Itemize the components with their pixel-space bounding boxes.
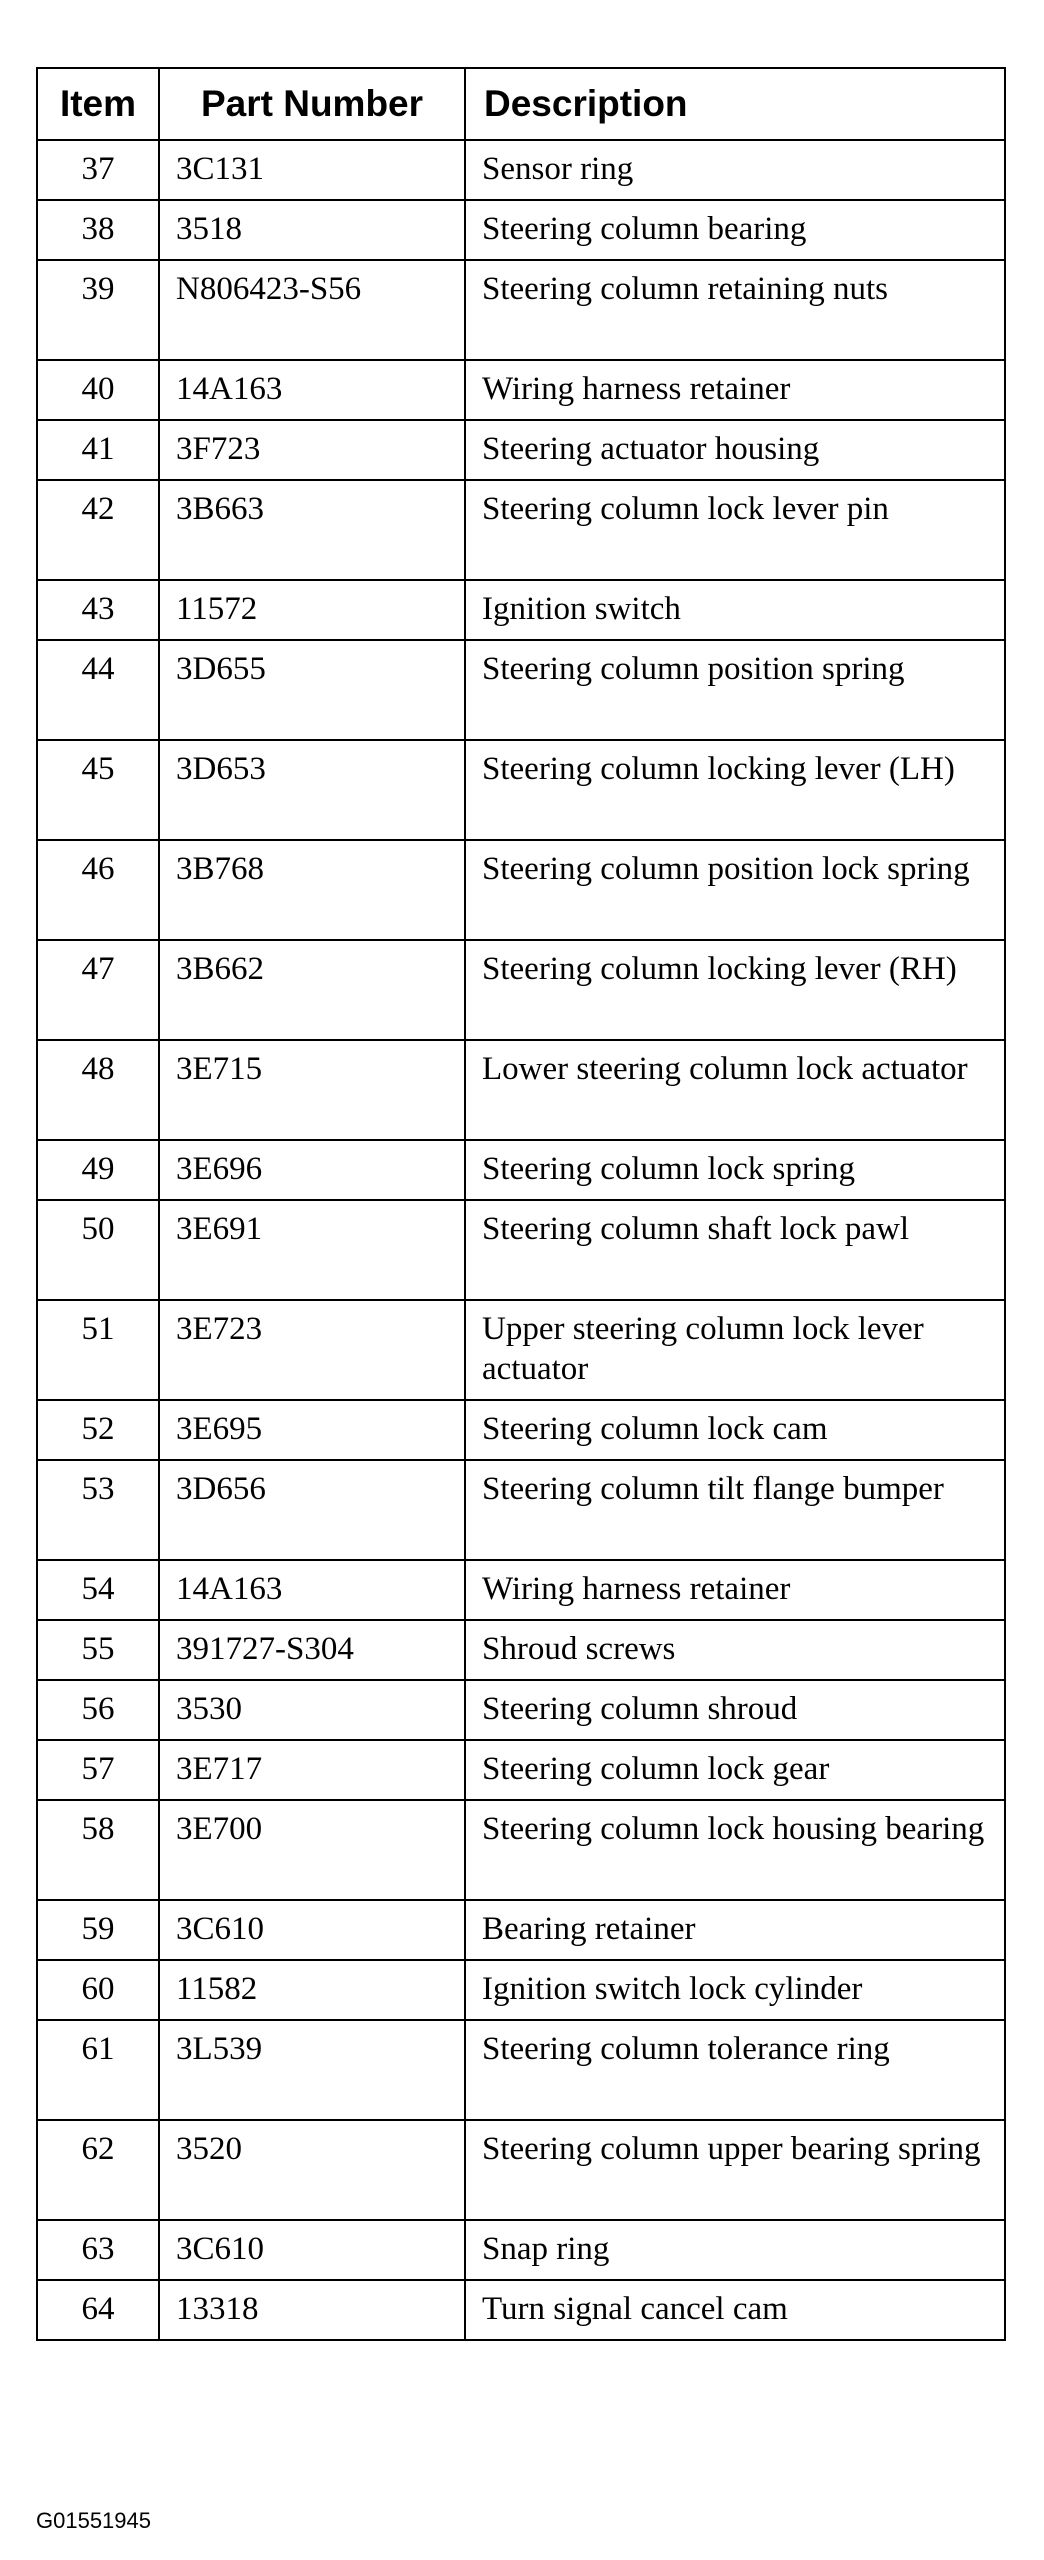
table-row	[37, 420, 1005, 480]
table-row	[37, 1200, 1005, 1300]
part-number-cell: 11572	[159, 580, 465, 640]
description-cell: Steering column shaft lock pawl	[465, 1200, 1005, 1300]
item-cell: 43	[37, 580, 159, 640]
description-cell: Snap ring	[465, 2220, 1005, 2280]
item-cell: 45	[37, 740, 159, 840]
part-number-cell: 3E695	[159, 1400, 465, 1460]
description-cell: Bearing retainer	[465, 1900, 1005, 1960]
item-cell: 37	[37, 140, 159, 200]
description-cell: Steering column retaining nuts	[465, 260, 1005, 360]
table-row	[37, 260, 1005, 360]
item-cell: 62	[37, 2120, 159, 2220]
item-cell: 56	[37, 1680, 159, 1740]
description-cell: Ignition switch	[465, 580, 1005, 640]
item-cell: 64	[37, 2280, 159, 2340]
description-cell: Shroud screws	[465, 1620, 1005, 1680]
part-number-cell: 3C131	[159, 140, 465, 200]
item-cell: 55	[37, 1620, 159, 1680]
description-cell: Steering column tilt flange bumper	[465, 1460, 1005, 1560]
item-cell: 51	[37, 1300, 159, 1400]
description-cell: Steering column upper bearing spring	[465, 2120, 1005, 2220]
item-cell: 58	[37, 1800, 159, 1900]
table-row	[37, 1680, 1005, 1740]
table-row	[37, 2220, 1005, 2280]
part-number-cell: 11582	[159, 1960, 465, 2020]
description-cell: Upper steering column lock lever actuator	[465, 1300, 1005, 1400]
table-row	[37, 580, 1005, 640]
part-number-cell: 3D655	[159, 640, 465, 740]
header-item: Item	[37, 68, 159, 140]
part-number-cell: 3E717	[159, 1740, 465, 1800]
part-number-cell: 3B662	[159, 940, 465, 1040]
item-cell: 63	[37, 2220, 159, 2280]
table-row	[37, 2280, 1005, 2340]
item-cell: 49	[37, 1140, 159, 1200]
part-number-cell: 3L539	[159, 2020, 465, 2120]
item-cell: 47	[37, 940, 159, 1040]
description-cell: Steering column tolerance ring	[465, 2020, 1005, 2120]
description-cell: Wiring harness retainer	[465, 1560, 1005, 1620]
description-cell: Steering column locking lever (LH)	[465, 740, 1005, 840]
part-number-cell: 3520	[159, 2120, 465, 2220]
table-header	[37, 68, 1005, 140]
header-row	[37, 68, 1005, 140]
part-number-cell: 3C610	[159, 1900, 465, 1960]
description-cell: Steering column lock cam	[465, 1400, 1005, 1460]
part-number-cell: 3B768	[159, 840, 465, 940]
item-cell: 48	[37, 1040, 159, 1140]
table-row	[37, 840, 1005, 940]
table-row	[37, 1300, 1005, 1400]
part-number-cell: 3D653	[159, 740, 465, 840]
description-cell: Wiring harness retainer	[465, 360, 1005, 420]
table-row	[37, 480, 1005, 580]
item-cell: 42	[37, 480, 159, 580]
table-row	[37, 1040, 1005, 1140]
table-row	[37, 2120, 1005, 2220]
item-cell: 59	[37, 1900, 159, 1960]
header-description: Description	[465, 68, 1005, 140]
header-part-number: Part Number	[159, 68, 465, 140]
item-cell: 57	[37, 1740, 159, 1800]
item-cell: 41	[37, 420, 159, 480]
item-cell: 50	[37, 1200, 159, 1300]
table-row	[37, 1400, 1005, 1460]
part-number-cell: 13318	[159, 2280, 465, 2340]
description-cell: Sensor ring	[465, 140, 1005, 200]
table-row	[37, 1900, 1005, 1960]
parts-table	[36, 67, 1006, 2341]
figure-code: G01551945	[36, 2508, 151, 2533]
description-cell: Steering column locking lever (RH)	[465, 940, 1005, 1040]
table-row	[37, 940, 1005, 1040]
part-number-cell: 3E700	[159, 1800, 465, 1900]
table-row	[37, 1460, 1005, 1560]
part-number-cell: 3F723	[159, 420, 465, 480]
item-cell: 61	[37, 2020, 159, 2120]
table-row	[37, 1140, 1005, 1200]
table-body	[37, 140, 1005, 2340]
part-number-cell: 3B663	[159, 480, 465, 580]
part-number-cell: 3E715	[159, 1040, 465, 1140]
part-number-cell: 3C610	[159, 2220, 465, 2280]
item-cell: 54	[37, 1560, 159, 1620]
table-row	[37, 1800, 1005, 1900]
part-number-cell: 14A163	[159, 360, 465, 420]
table-row	[37, 1960, 1005, 2020]
description-cell: Steering column lock housing bearing	[465, 1800, 1005, 1900]
part-number-cell: 391727-S304	[159, 1620, 465, 1680]
table-row	[37, 140, 1005, 200]
item-cell: 39	[37, 260, 159, 360]
description-cell: Steering actuator housing	[465, 420, 1005, 480]
item-cell: 46	[37, 840, 159, 940]
table-row	[37, 200, 1005, 260]
description-cell: Steering column lock spring	[465, 1140, 1005, 1200]
item-cell: 52	[37, 1400, 159, 1460]
item-cell: 44	[37, 640, 159, 740]
item-cell: 60	[37, 1960, 159, 2020]
description-cell: Steering column bearing	[465, 200, 1005, 260]
part-number-cell: 3E691	[159, 1200, 465, 1300]
table-row	[37, 1620, 1005, 1680]
part-number-cell: 3E696	[159, 1140, 465, 1200]
description-cell: Steering column position lock spring	[465, 840, 1005, 940]
part-number-cell: 3518	[159, 200, 465, 260]
part-number-cell: 3530	[159, 1680, 465, 1740]
description-cell: Ignition switch lock cylinder	[465, 1960, 1005, 2020]
part-number-cell: N806423-S56	[159, 260, 465, 360]
table-row	[37, 740, 1005, 840]
part-number-cell: 3D656	[159, 1460, 465, 1560]
description-cell: Steering column position spring	[465, 640, 1005, 740]
table-row	[37, 640, 1005, 740]
description-cell: Lower steering column lock actuator	[465, 1040, 1005, 1140]
description-cell: Turn signal cancel cam	[465, 2280, 1005, 2340]
table-row	[37, 1740, 1005, 1800]
table-row	[37, 1560, 1005, 1620]
part-number-cell: 3E723	[159, 1300, 465, 1400]
description-cell: Steering column lock lever pin	[465, 480, 1005, 580]
description-cell: Steering column lock gear	[465, 1740, 1005, 1800]
part-number-cell: 14A163	[159, 1560, 465, 1620]
item-cell: 38	[37, 200, 159, 260]
item-cell: 40	[37, 360, 159, 420]
item-cell: 53	[37, 1460, 159, 1560]
table-row	[37, 360, 1005, 420]
table-row	[37, 2020, 1005, 2120]
description-cell: Steering column shroud	[465, 1680, 1005, 1740]
